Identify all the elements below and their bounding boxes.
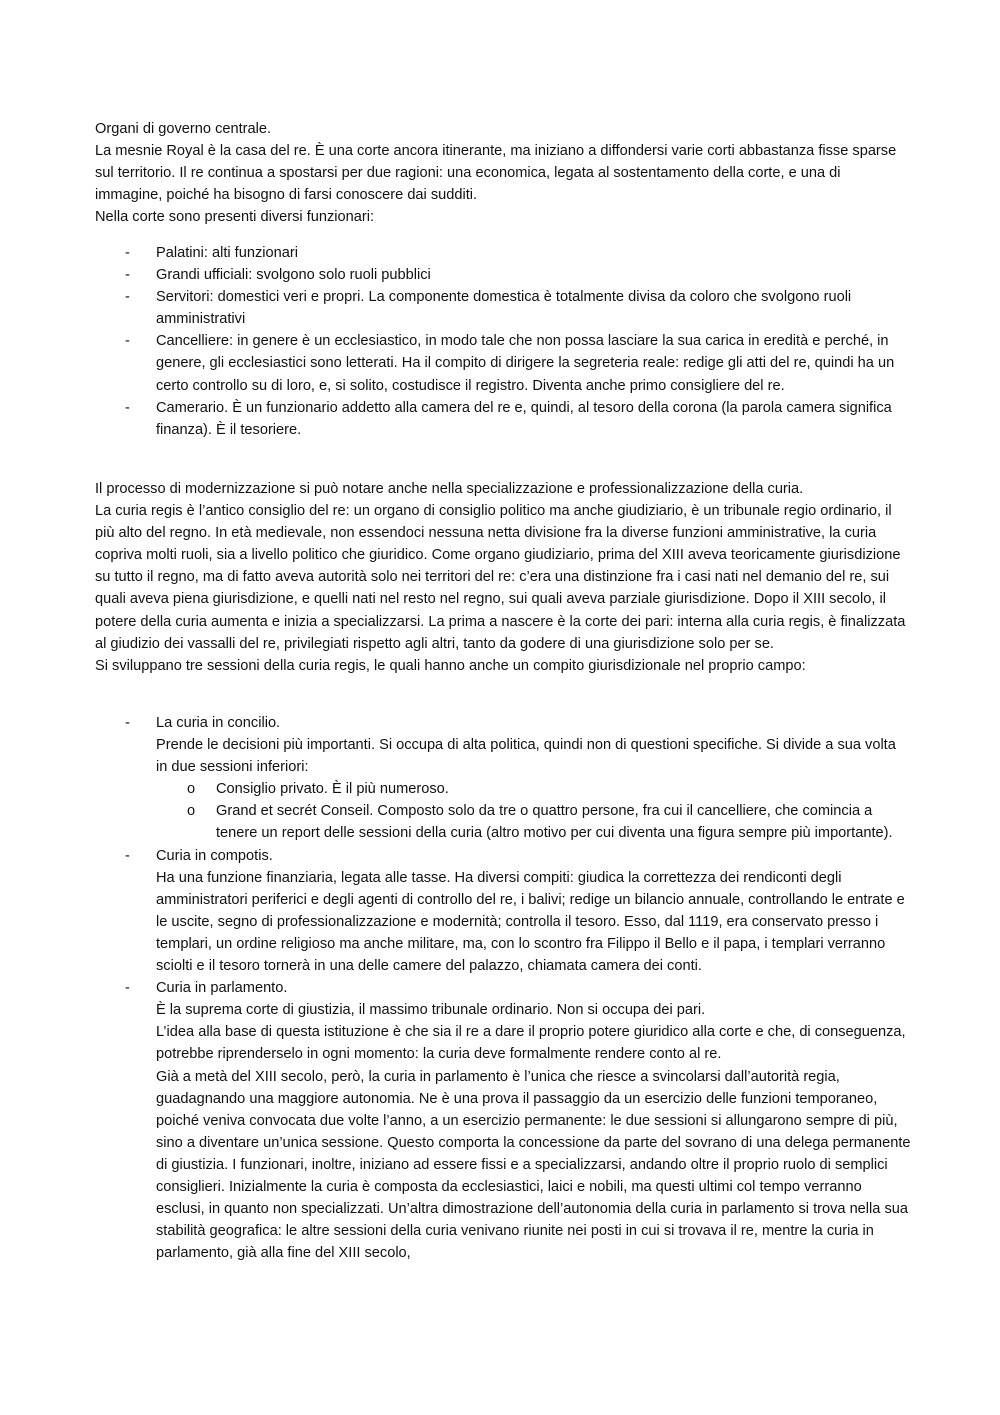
circle-bullet: o: [187, 803, 196, 820]
dash-bullet: -: [125, 847, 130, 864]
sub-list-item: [156, 778, 911, 800]
session-text: L’idea alla base di questa istituzione è che sia il re a dare il proprio potere giuridico alla corte e che, di conseguenza, potrebbe riprenderselo in ogni momento: la curia deve formalmente rendere conto al re.: [156, 1024, 906, 1063]
dash-bullet: -: [125, 715, 130, 731]
dash-bullet: -: [125, 980, 130, 997]
section-heading: Organi di governo centrale.: [95, 121, 272, 137]
sub-list-item: [156, 800, 911, 844]
session-item-parlamento: [95, 977, 911, 1264]
session-text: È la suprema corte di giustizia, il massimo tribunale ordinario. Non si occupa dei pari.: [156, 1002, 706, 1019]
session-item-concilio: [95, 712, 911, 845]
functionaries-list-section: [95, 242, 910, 441]
curia-paragraph: Il processo di modernizzazione si può notare anche nella specializzazione e professionalizzazione della curia.: [95, 481, 804, 497]
list-item: [95, 242, 911, 264]
dash-bullet: -: [125, 289, 130, 306]
session-text: Ha una funzione finanziaria, legata alle tasse. Ha diversi compiti: giudica la correttezza dei rendiconti degli amministratori periferici e degli agenti di controllo del re, i balivi; redige un bilancio annuale, controllando le entrate e le uscite, segno di professionalizzazione e modernità; controlla il tesoro. Esso, dal 1119, era conservato presso i templari, un ordine religioso ma anche militare, ma, con lo scontro fra Filippo il Bello e il papa, i templari verranno sciolti e il tesoro tornerà in una delle camere del palazzo, chiamata camera dei conti.: [156, 869, 905, 975]
sessions-list: [95, 712, 910, 1264]
curia-section: [95, 478, 910, 677]
list-item-text: Palatini: alti funzionari: [156, 245, 298, 261]
session-item-compotis: [95, 845, 911, 978]
sub-list-item-text: Grand et secrét Conseil. Composto solo da tre o quattro persone, fra cui il cancelliere, che comincia a tenere un report delle sessioni della curia (altro motivo per cui diventa una figura sempre più importante).: [216, 803, 893, 842]
intro-paragraph: La mesnie Royal è la casa del re. È una corte ancora itinerante, ma iniziano a diffondersi varie corti abbastanza fisse sparse sul territorio. Il re continua a spostarsi per due ragioni: una economica, legata al sostentamento della corte, e una di immagine, poiché ha bisogno di farsi conoscere dai sudditi.: [95, 143, 897, 204]
dash-bullet: -: [125, 267, 130, 284]
dash-bullet: -: [125, 245, 130, 261]
curia-paragraph: La curia regis è l’antico consiglio del re: un organo di consiglio politico ma anche giudiziario, è un tribunale regio ordinario, il più alto del regno. In età medievale, non essendoci nessuna netta divisione fra la diverse funzioni amministrative, la curia copriva molti ruoli, sia a livello politico che giuridico. Come organo giudiziario, prima del XIII aveva teoricamente giurisdizione su tutto il regno, ma di fatto aveva autorità solo nei territori del re: c’era una distinzione fra i casi nati nel demanio del re, sui quali aveva piena giurisdizione, e quelli nati nel resto nel regno, sui quali aveva parziale giurisdizione. Dopo il XIII secolo, il potere della curia aumenta e inizia a specializzarsi. La prima a nascere è la corte dei pari: interna alla curia regis, è finalizzata al giudizio dei vassalli del re, privilegiati rispetto agli altri, tanto da godere di una giurisdizione solo per se.: [95, 503, 906, 652]
session-title: Curia in parlamento.: [156, 980, 288, 997]
dash-bullet: -: [125, 399, 130, 416]
sub-sessions-list: [95, 778, 910, 844]
dash-bullet: -: [125, 333, 130, 350]
functionaries-list: [95, 242, 910, 441]
list-item: [95, 330, 911, 396]
circle-bullet: o: [187, 781, 196, 798]
intro-paragraph: Nella corte sono presenti diversi funzionari:: [95, 209, 375, 226]
list-item-text: Servitori: domestici veri e propri. La componente domestica è totalmente divisa da coloro che svolgono ruoli amministrativi: [156, 289, 852, 328]
list-item-text: Grandi ufficiali: svolgono solo ruoli pubblici: [156, 267, 431, 284]
session-title: La curia in concilio.: [156, 715, 281, 731]
sessions-list-section: [95, 712, 910, 1264]
intro-section: [95, 118, 910, 228]
list-item-text: Cancelliere: in genere è un ecclesiastico, in modo tale che non possa lasciare la sua carica in eredità e perché, in genere, gli ecclesiastici sono letterati. Ha il compito di dirigere la segreteria reale: redige gli atti del re, quindi ha un certo controllo su di loro, e, si solito, costudisce il registro. Diventa anche primo consigliere del re.: [156, 333, 895, 394]
sub-list-item-text: Consiglio privato. È il più numeroso.: [216, 781, 449, 798]
list-item: [95, 397, 911, 441]
session-title: Curia in compotis.: [156, 847, 273, 864]
list-item-text: Camerario. È un funzionario addetto alla camera del re e, quindi, al tesoro della corona (la parola camera significa finanza). È il tesoriere.: [156, 399, 892, 438]
curia-paragraph: Si sviluppano tre sessioni della curia regis, le quali hanno anche un compito giurisdizionale nel proprio campo:: [95, 657, 806, 674]
list-item: [95, 286, 911, 330]
session-text: Prende le decisioni più importanti. Si occupa di alta politica, quindi non di questioni specifiche. Si divide a sua volta in due sessioni inferiori:: [156, 737, 896, 776]
session-text: Già a metà del XIII secolo, però, la curia in parlamento è l’unica che riesce a svincolarsi dall’autorità regia, guadagnando una maggiore autonomia. Ne è una prova il passaggio da un esercizio delle funzioni temporaneo, poiché veniva convocata due volte l’anno, a un esercizio permanente: le due sessioni si allungarono sempre di più, sino a diventare un’unica sessione. Questo comporta la concessione da parte del sovrano di una delega permanente di giustizia. I funzionari, inoltre, iniziano ad essere fissi e a specializzarsi, andando oltre il proprio ruolo di semplici consiglieri. Inizialmente la curia è composta da ecclesiastici, laici e nobili, ma questi ultimi col tempo verranno esclusi, in quanto non specializzati. Un’altra dimostrazione dell’autonomia della curia in parlamento si trova nella sua stabilità geografica: le altre sessioni della curia venivano riunite nei posti in cui si trovava il re, mentre la curia in parlamento, già alla fine del XIII secolo,: [156, 1068, 911, 1262]
list-item: [95, 264, 911, 286]
